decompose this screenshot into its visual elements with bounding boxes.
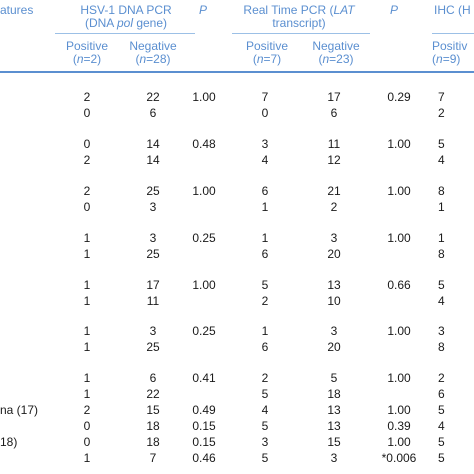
p-value-cell: 1.00	[192, 184, 216, 198]
count-cell: 5	[438, 278, 445, 292]
count-cell: 6	[438, 387, 445, 401]
count-cell: 1	[438, 231, 445, 245]
p-value-cell: 0.25	[192, 324, 216, 338]
rt-negative-subheader: Negative (n=23)	[312, 39, 360, 66]
rt-positive-subheader: Positive (n=7)	[245, 39, 289, 66]
count-cell: 1	[83, 231, 91, 245]
count-cell: 3	[149, 200, 157, 214]
count-cell: 5	[261, 419, 269, 433]
count-cell: 5	[438, 451, 445, 465]
hsv-positive-subheader: Positive (n=2)	[65, 39, 109, 66]
count-cell: 0	[83, 419, 91, 433]
count-cell: 22	[146, 90, 160, 104]
count-cell: 1	[261, 324, 269, 338]
count-cell: 5	[261, 451, 269, 465]
hsv-pcr-header	[52, 4, 200, 30]
count-cell: 4	[438, 294, 445, 308]
header-bottom-rule	[0, 71, 474, 73]
count-cell: 0	[261, 106, 269, 120]
p-value-cell: 0.49	[192, 403, 216, 417]
p-value-cell: 0.41	[192, 371, 216, 385]
count-cell: 2	[83, 153, 91, 167]
ihc-header: IHC (H	[434, 3, 471, 17]
count-cell: 5	[438, 137, 445, 151]
count-cell: 25	[146, 184, 160, 198]
count-cell: 1	[83, 324, 91, 338]
count-cell: 18	[327, 387, 341, 401]
features-header: atures	[0, 3, 34, 17]
count-cell: 7	[261, 90, 269, 104]
count-cell: 5	[438, 403, 445, 417]
count-cell: 10	[327, 294, 341, 308]
p-value-cell: 0.39	[387, 419, 411, 433]
count-cell: 13	[327, 403, 341, 417]
count-cell: 12	[327, 153, 341, 167]
count-cell: 15	[327, 435, 341, 449]
p-value-cell: 0.25	[192, 231, 216, 245]
count-cell: 2	[438, 371, 445, 385]
row-label: na (17)	[0, 403, 39, 417]
count-cell: 18	[146, 419, 160, 433]
count-cell: 4	[261, 153, 269, 167]
p-value-cell: 1.00	[192, 278, 216, 292]
count-cell: 1	[83, 387, 91, 401]
count-cell: 17	[146, 278, 160, 292]
count-cell: 15	[146, 403, 160, 417]
count-cell: 14	[146, 137, 160, 151]
p-value-cell: 0.46	[192, 451, 216, 465]
count-cell: 3	[438, 324, 445, 338]
p-value-cell: 0.66	[387, 278, 411, 292]
count-cell: 6	[261, 247, 269, 261]
count-cell: 18	[146, 435, 160, 449]
count-cell: 14	[146, 153, 160, 167]
count-cell: 1	[83, 247, 91, 261]
rt-pcr-header-line2: transcript)	[272, 16, 326, 30]
count-cell: 4	[438, 153, 445, 167]
hsv-pcr-header-line2: (DNA pol gene)	[84, 16, 168, 30]
count-cell: 3	[261, 137, 269, 151]
p-value-cell: 1.00	[387, 324, 411, 338]
count-cell: 2	[83, 90, 91, 104]
ihc-span-rule	[432, 33, 474, 34]
count-cell: 6	[149, 106, 157, 120]
count-cell: 1	[261, 200, 269, 214]
p-value-cell: 0.29	[387, 90, 411, 104]
count-cell: 1	[83, 278, 91, 292]
count-cell: 2	[330, 200, 338, 214]
hsv-pcr-span-rule	[55, 33, 195, 34]
count-cell: 25	[146, 340, 160, 354]
count-cell: 4	[261, 403, 269, 417]
count-cell: 5	[330, 371, 338, 385]
p-value-cell: 1.00	[387, 371, 411, 385]
count-cell: 8	[438, 247, 445, 261]
count-cell: 7	[438, 90, 445, 104]
rt-pcr-header-line1: Real Time PCR (LAT	[243, 3, 355, 17]
count-cell: 1	[83, 340, 91, 354]
p-value-cell: *0.006	[381, 451, 417, 465]
count-cell: 1	[261, 231, 269, 245]
count-cell: 25	[146, 247, 160, 261]
count-cell: 1	[83, 371, 91, 385]
count-cell: 2	[261, 371, 269, 385]
count-cell: 7	[149, 451, 157, 465]
count-cell: 21	[327, 184, 341, 198]
count-cell: 1	[83, 451, 91, 465]
hsv-negative-subheader: Negative (n=28)	[129, 39, 177, 66]
count-cell: 5	[438, 435, 445, 449]
count-cell: 20	[327, 340, 341, 354]
count-cell: 4	[438, 419, 445, 433]
p-value-cell: 1.00	[192, 90, 216, 104]
count-cell: 1	[438, 200, 445, 214]
count-cell: 8	[438, 184, 445, 198]
count-cell: 3	[149, 324, 157, 338]
count-cell: 0	[83, 137, 91, 151]
ihc-positive-subheader: Positiv (n=9)	[432, 39, 468, 66]
count-cell: 6	[149, 371, 157, 385]
p-value-cell: 1.00	[387, 137, 411, 151]
count-cell: 2	[83, 403, 91, 417]
count-cell: 1	[83, 294, 91, 308]
count-cell: 13	[327, 278, 341, 292]
p-value-cell: 0.48	[192, 137, 216, 151]
count-cell: 3	[330, 451, 338, 465]
count-cell: 0	[83, 200, 91, 214]
count-cell: 5	[261, 278, 269, 292]
count-cell: 6	[261, 184, 269, 198]
count-cell: 3	[330, 231, 338, 245]
p-value-cell: 0.15	[192, 435, 216, 449]
p-value-cell: 1.00	[387, 184, 411, 198]
count-cell: 2	[83, 184, 91, 198]
count-cell: 20	[327, 247, 341, 261]
count-cell: 22	[146, 387, 160, 401]
count-cell: 3	[261, 435, 269, 449]
rt-pcr-header	[228, 4, 370, 30]
p-value-cell: 1.00	[387, 435, 411, 449]
p-value-cell: 1.00	[387, 403, 411, 417]
row-label: 18)	[0, 435, 18, 449]
count-cell: 11	[327, 137, 341, 151]
count-cell: 13	[327, 419, 341, 433]
hsv-pcr-header-line1: HSV-1 DNA PCR	[80, 3, 172, 17]
count-cell: 6	[261, 340, 269, 354]
count-cell: 11	[146, 294, 160, 308]
count-cell: 2	[438, 106, 445, 120]
p-value-cell: 1.00	[387, 231, 411, 245]
p-value-header-2: P	[390, 3, 399, 17]
count-cell: 8	[438, 340, 445, 354]
p-value-cell: 0.15	[192, 419, 216, 433]
count-cell: 3	[330, 324, 338, 338]
count-cell: 0	[83, 435, 91, 449]
rt-pcr-span-rule	[232, 33, 370, 34]
count-cell: 17	[327, 90, 341, 104]
p-value-header-1: P	[199, 3, 208, 17]
count-cell: 2	[261, 294, 269, 308]
count-cell: 6	[330, 106, 338, 120]
count-cell: 3	[149, 231, 157, 245]
count-cell: 5	[261, 387, 269, 401]
count-cell: 0	[83, 106, 91, 120]
